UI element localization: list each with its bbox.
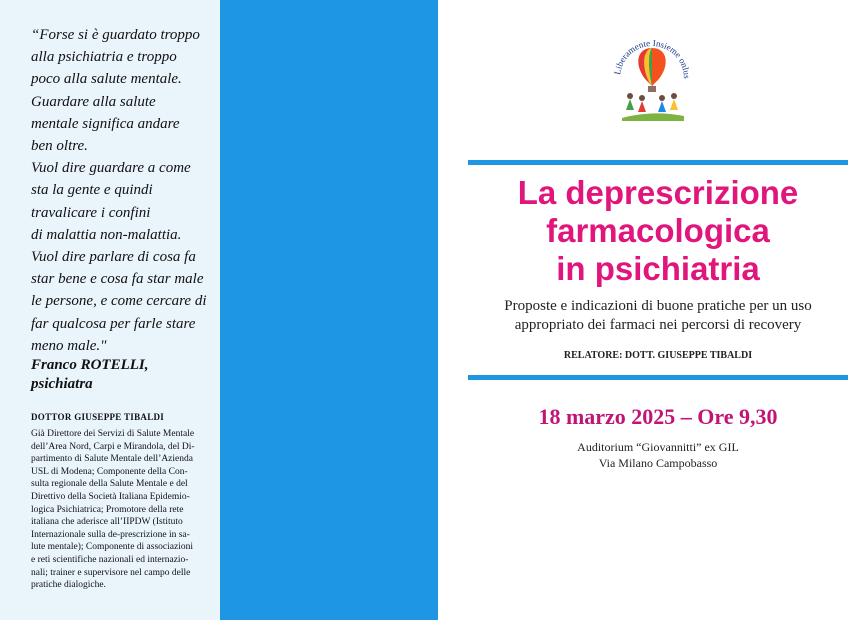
hot-air-balloon-logo-icon [612,26,692,124]
bio-line: dell’Area Nord, Carpi e Mirandola, del Di- [31,441,195,452]
speaker-label: RELATORE: DOTT. GIUSEPPE TIBALDI [563,350,753,361]
author-name: Franco ROTELLI, [31,357,149,373]
venue-line: Auditorium “Giovannitti” ex GIL [577,440,739,454]
balloon-icon [638,48,665,92]
author-role: psichiatra [31,376,93,392]
bio-text [31,428,221,592]
bio-line: nali; trainer e supervisore nel campo delle [31,567,191,578]
left-panel [0,0,220,620]
bio-line: pratiche dialogiche. [31,580,106,591]
quote-line: Vuol dire parlare di cosa fa [31,249,196,266]
bio-line: logica Psichiatrica; Promotore della rete [31,504,184,515]
quote-line: poco alla salute mentale. [31,71,182,88]
title-line: farmacologica [546,212,770,249]
quote-line: ben oltre. [31,138,88,155]
logo-graphic [612,26,692,124]
logo-arc-text: Liberamente Insieme onlus [612,37,692,79]
title-line: La deprescrizione [517,174,799,211]
bio-line: Internazionale sulla de-prescrizione in sa- [31,529,190,540]
quote-line: sta la gente e quindi [31,182,153,199]
divider-top [468,160,848,165]
bio-line: Direttivo della Società Italiana Epidemio- [31,491,190,502]
quote-line: travalicare i confini [31,204,151,221]
bio-line: partimento di Salute Mentale dell’Azienda [31,454,193,465]
bio-line: Già Direttore dei Servizi di Salute Mentale [31,429,195,439]
event-date: 18 marzo 2025 – Ore 9,30 [538,404,778,429]
bio-title: DOTTOR GIUSEPPE TIBALDI [31,412,165,422]
event-title [468,174,848,288]
subtitle-line: Proposte e indicazioni di buone pratiche per un uso [504,298,812,314]
divider-bottom [468,375,848,380]
blue-band-panel [220,0,438,620]
subtitle-line: appropriato dei farmaci nei percorsi di recovery [514,317,802,333]
quote-author [31,356,216,394]
quote-line: di malattia non-malattia. [31,226,182,243]
event-venue [468,440,848,471]
bio-line: e reti scientifiche nazionali ed internazio- [31,554,189,565]
event-subtitle [468,297,848,335]
quote-line: Vuol dire guardare a come [31,160,191,177]
figures-icon [622,93,684,121]
quote-line: le persone, e come cercare di [31,293,207,310]
quote-line: “Forse si è guardato troppo [31,27,200,43]
bio-line: sulta regionale della Salute Mentale e del [31,479,188,490]
venue-line: Via Milano Campobasso [598,455,718,470]
bio-line: USL di Modena; Componente della Con- [31,466,188,477]
quote-line: far qualcosa per farle stare [31,315,196,332]
quote-text [31,24,213,357]
title-line: in psichiatria [556,250,760,287]
quote-line: alla psichiatria e troppo [31,49,177,66]
quote-line: star bene e cosa fa star male [31,271,204,288]
bio-line: lute mentale); Componente di associazioni [31,542,193,553]
quote-line: mentale significa andare [31,115,180,132]
quote-line: meno male." [31,337,107,354]
bio-line: italiana che aderisce all’IIPDW (Istituto [31,517,183,528]
quote-line: Guardare alla salute [31,93,156,110]
